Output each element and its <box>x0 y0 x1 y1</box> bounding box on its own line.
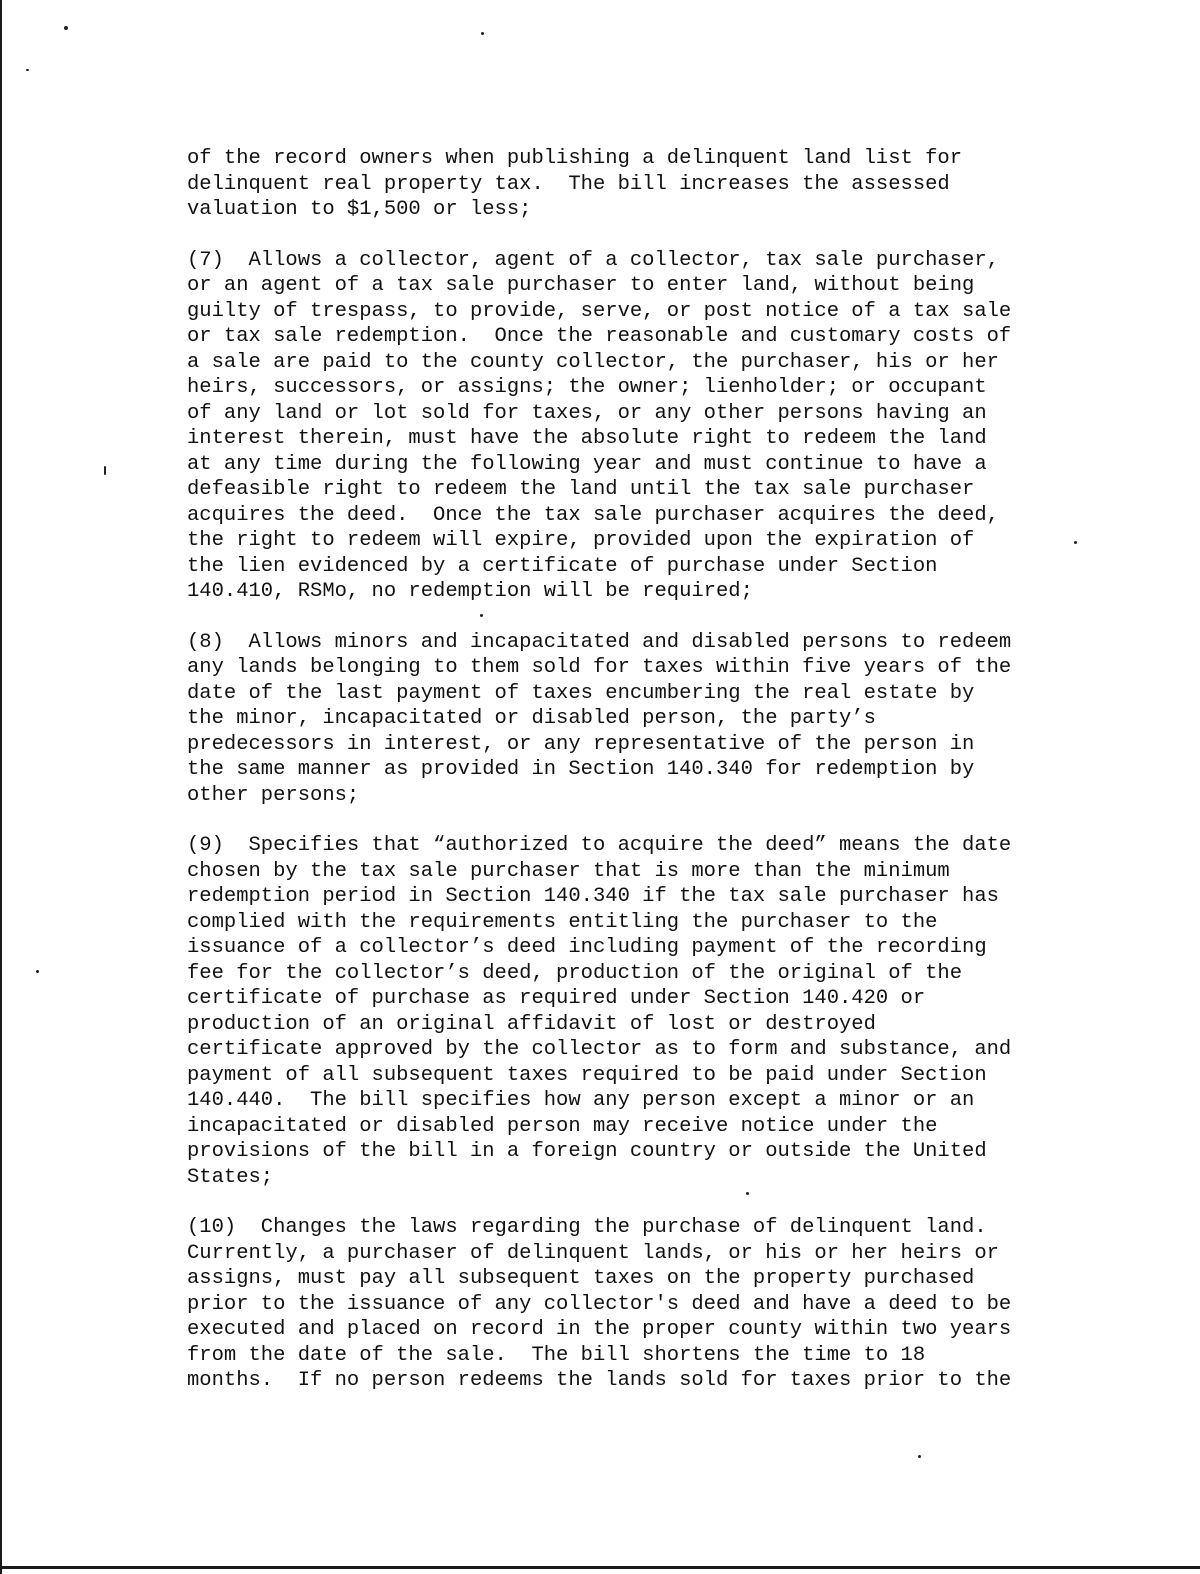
text-line: incapacitated or disabled person may receive notice under the <box>187 1114 938 1138</box>
text-line: executed and placed on record in the proper county within two years <box>187 1318 1012 1341</box>
text-line: the same manner as provided in Section 140.340 for redemption by <box>187 758 975 781</box>
scan-speck <box>104 466 106 475</box>
paragraph-item-10 <box>187 1215 1187 1394</box>
text-line: prior to the issuance of any collector's deed and have a deed to be <box>187 1292 1012 1316</box>
text-line: (10) Changes the laws regarding the purchase of delinquent land. <box>187 1216 987 1239</box>
text-line: of the record owners when publishing a delinquent land list for <box>187 147 963 170</box>
text-line: other persons; <box>187 783 360 807</box>
paragraph-item-8 <box>187 630 1187 809</box>
document-body <box>187 146 1187 1419</box>
paragraph-item-9 <box>187 833 1187 1190</box>
text-line: 140.410, RSMo, no redemption will be required; <box>187 580 753 603</box>
text-line: 140.440. The bill specifies how any person except a minor or an <box>187 1089 975 1112</box>
scan-speck <box>918 1455 921 1458</box>
text-line: issuance of a collector’s deed including payment of the recording <box>187 936 987 959</box>
scan-speck <box>36 970 39 973</box>
text-line: States; <box>187 1165 274 1189</box>
text-line: (7) Allows a collector, agent of a collector, tax sale purchaser, <box>187 248 999 272</box>
text-line: any lands belonging to them sold for taxes within five years of the <box>187 656 1012 679</box>
text-line: fee for the collector’s deed, production of the original of the <box>187 961 963 985</box>
scan-border-left <box>0 0 2 1574</box>
text-line: production of an original affidavit of lost or destroyed <box>187 1012 876 1036</box>
text-line: certificate of purchase as required under Section 140.420 or <box>187 987 926 1010</box>
text-line: acquires the deed. Once the tax sale purchaser acquires the deed, <box>187 503 999 527</box>
text-line: of any land or lot sold for taxes, or any other persons having an <box>187 401 987 425</box>
text-line: months. If no person redeems the lands sold for taxes prior to the <box>187 1369 1012 1392</box>
text-line: heirs, successors, or assigns; the owner; lienholder; or occupant <box>187 376 987 399</box>
text-line: from the date of the sale. The bill shortens the time to 18 <box>187 1343 926 1367</box>
text-line: valuation to $1,500 or less; <box>187 198 532 221</box>
text-line: guilty of trespass, to provide, serve, or post notice of a tax sale <box>187 299 1012 323</box>
text-line: delinquent real property tax. The bill increases the assessed <box>187 172 950 196</box>
text-line: at any time during the following year and must continue to have a <box>187 452 987 476</box>
text-line: defeasible right to redeem the land until the tax sale purchaser <box>187 478 975 501</box>
text-line: or an agent of a tax sale purchaser to enter land, without being <box>187 274 975 297</box>
paragraph-continuation <box>187 146 1187 223</box>
text-line: (8) Allows minors and incapacitated and disabled persons to redeem <box>187 630 1012 654</box>
text-line: assigns, must pay all subsequent taxes on the property purchased <box>187 1267 975 1290</box>
text-line: Currently, a purchaser of delinquent lands, or his or her heirs or <box>187 1241 999 1265</box>
text-line: predecessors in interest, or any representative of the person in <box>187 732 975 756</box>
text-line: certificate approved by the collector as to form and substance, and <box>187 1038 1012 1061</box>
text-line: redemption period in Section 140.340 if the tax sale purchaser has <box>187 885 999 908</box>
paragraph-item-7 <box>187 248 1187 605</box>
text-line: payment of all subsequent taxes required to be paid under Section <box>187 1063 987 1087</box>
text-line: a sale are paid to the county collector, the purchaser, his or her <box>187 350 999 374</box>
scan-speck <box>26 69 29 71</box>
scan-speck <box>64 26 68 30</box>
scan-border-bottom <box>0 1566 1200 1569</box>
text-line: the right to redeem will expire, provided upon the expiration of <box>187 529 975 552</box>
text-line: interest therein, must have the absolute right to redeem the land <box>187 427 987 450</box>
text-line: date of the last payment of taxes encumbering the real estate by <box>187 681 975 705</box>
text-line: the minor, incapacitated or disabled person, the party’s <box>187 707 876 730</box>
scan-speck <box>481 32 484 35</box>
text-line: (9) Specifies that “authorized to acquire the deed” means the date <box>187 834 1012 857</box>
text-line: provisions of the bill in a foreign country or outside the United <box>187 1140 987 1163</box>
text-line: the lien evidenced by a certificate of purchase under Section <box>187 554 938 578</box>
text-line: chosen by the tax sale purchaser that is more than the minimum <box>187 859 950 883</box>
text-line: or tax sale redemption. Once the reasonable and customary costs of <box>187 325 1012 348</box>
text-line: complied with the requirements entitling the purchaser to the <box>187 910 938 934</box>
